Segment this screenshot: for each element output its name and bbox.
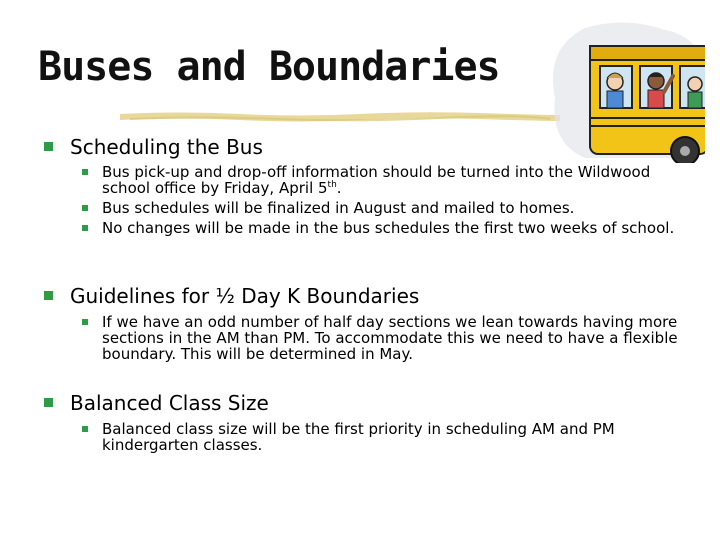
section-heading (42, 135, 692, 159)
sub-bullet (42, 421, 692, 453)
section-heading (42, 284, 692, 308)
sub-bullet (42, 200, 692, 216)
sub-bullet-text: No changes will be made in the bus schedules the first two weeks of school. (102, 219, 675, 237)
superscript: th (327, 180, 337, 190)
slide-title: Buses and Boundaries (38, 44, 500, 90)
sub-bullet-text-end: . (336, 179, 342, 197)
sub-bullet-text: Bus schedules will be finalized in August and mailed to homes. (102, 199, 575, 217)
sub-bullet-text: If we have an odd number of half day sections we lean towards having more sections in the AM than PM. To accommodate this we need to have a flexible boundary. This will be determined in May. (102, 313, 678, 363)
heading-text: Scheduling the Bus (70, 135, 263, 159)
section-balanced-class-size (42, 391, 692, 453)
section-half-day-k-boundaries (42, 284, 692, 362)
square-bullet-icon (44, 398, 53, 407)
sub-bullet-text: Bus pick-up and drop-off information should be turned into the Wildwood school office by Friday, April 5 (102, 163, 651, 197)
sub-bullet (42, 314, 692, 362)
square-bullet-icon (82, 205, 88, 211)
sub-bullet (42, 164, 692, 196)
title-underline (120, 112, 560, 122)
square-bullet-icon (44, 142, 53, 151)
square-bullet-icon (44, 291, 53, 300)
heading-text: Balanced Class Size (70, 391, 269, 415)
sub-bullet-text: Balanced class size will be the first priority in scheduling AM and PM kindergarten classes. (102, 420, 615, 454)
heading-text: Guidelines for ½ Day K Boundaries (70, 284, 420, 308)
square-bullet-icon (82, 319, 88, 325)
section-heading (42, 391, 692, 415)
square-bullet-icon (82, 426, 88, 432)
square-bullet-icon (82, 225, 88, 231)
section-scheduling-bus (42, 135, 692, 236)
sub-bullet (42, 220, 692, 236)
square-bullet-icon (82, 169, 88, 175)
